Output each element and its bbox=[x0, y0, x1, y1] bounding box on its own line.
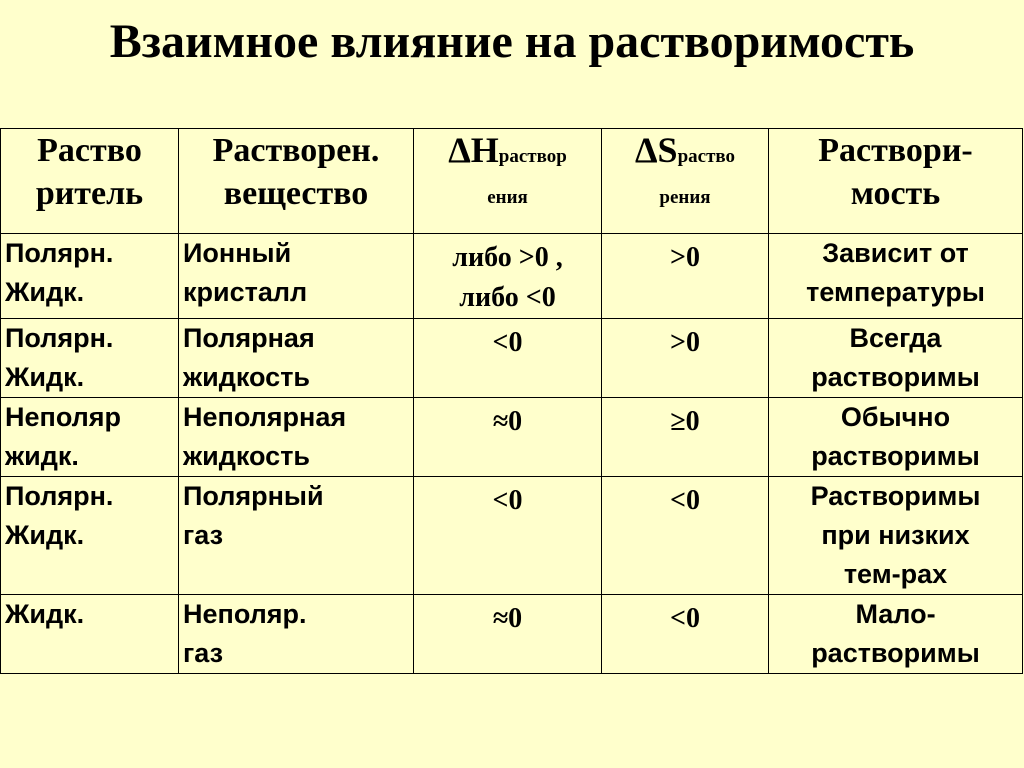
cell-solubility: Растворимы при низких тем-рах bbox=[769, 477, 1023, 595]
delta-s-subscript-2: рения bbox=[659, 187, 711, 208]
cell-solute: Ионный кристалл bbox=[179, 234, 414, 319]
table-row bbox=[1, 398, 1023, 477]
table-header-row bbox=[1, 129, 1023, 234]
table-row bbox=[1, 595, 1023, 674]
solubility-table bbox=[0, 128, 1023, 674]
cell-enthalpy: ≈0 bbox=[414, 595, 602, 674]
cell-solvent: Жидк. bbox=[1, 595, 179, 674]
header-solubility: Раствори- мость bbox=[769, 129, 1023, 234]
cell-solvent: Полярн. Жидк. bbox=[1, 319, 179, 398]
header-solvent: Раство ритель bbox=[1, 129, 179, 234]
cell-enthalpy: <0 bbox=[414, 477, 602, 595]
header-entropy bbox=[602, 129, 769, 234]
cell-entropy: >0 bbox=[602, 319, 769, 398]
cell-enthalpy: <0 bbox=[414, 319, 602, 398]
cell-enthalpy: ≈0 bbox=[414, 398, 602, 477]
cell-solute: Неполяр. газ bbox=[179, 595, 414, 674]
cell-entropy: <0 bbox=[602, 595, 769, 674]
cell-entropy: <0 bbox=[602, 477, 769, 595]
cell-solvent: Полярн. Жидк. bbox=[1, 234, 179, 319]
cell-solute: Неполярная жидкость bbox=[179, 398, 414, 477]
delta-h-symbol: ΔH bbox=[448, 130, 499, 170]
cell-solute: Полярная жидкость bbox=[179, 319, 414, 398]
cell-solvent: Неполяр жидк. bbox=[1, 398, 179, 477]
table-row bbox=[1, 234, 1023, 319]
cell-entropy: ≥0 bbox=[602, 398, 769, 477]
delta-s-symbol: ΔS bbox=[634, 130, 678, 170]
delta-h-subscript-1: раствор bbox=[498, 146, 567, 167]
cell-solubility: Зависит от температуры bbox=[769, 234, 1023, 319]
cell-solubility: Мало- растворимы bbox=[769, 595, 1023, 674]
cell-solubility: Всегда растворимы bbox=[769, 319, 1023, 398]
page-title: Взаимное влияние на растворимость bbox=[109, 15, 915, 68]
table-row bbox=[1, 319, 1023, 398]
cell-solvent: Полярн. Жидк. bbox=[1, 477, 179, 595]
delta-h-subscript-2: ения bbox=[487, 187, 528, 208]
cell-enthalpy: либо >0 , либо <0 bbox=[414, 234, 602, 319]
cell-entropy: >0 bbox=[602, 234, 769, 319]
header-enthalpy bbox=[414, 129, 602, 234]
table-row bbox=[1, 477, 1023, 595]
cell-solute: Полярный газ bbox=[179, 477, 414, 595]
delta-s-subscript-1: раство bbox=[677, 146, 736, 167]
header-solute: Растворен. вещество bbox=[179, 129, 414, 234]
cell-solubility: Обычно растворимы bbox=[769, 398, 1023, 477]
